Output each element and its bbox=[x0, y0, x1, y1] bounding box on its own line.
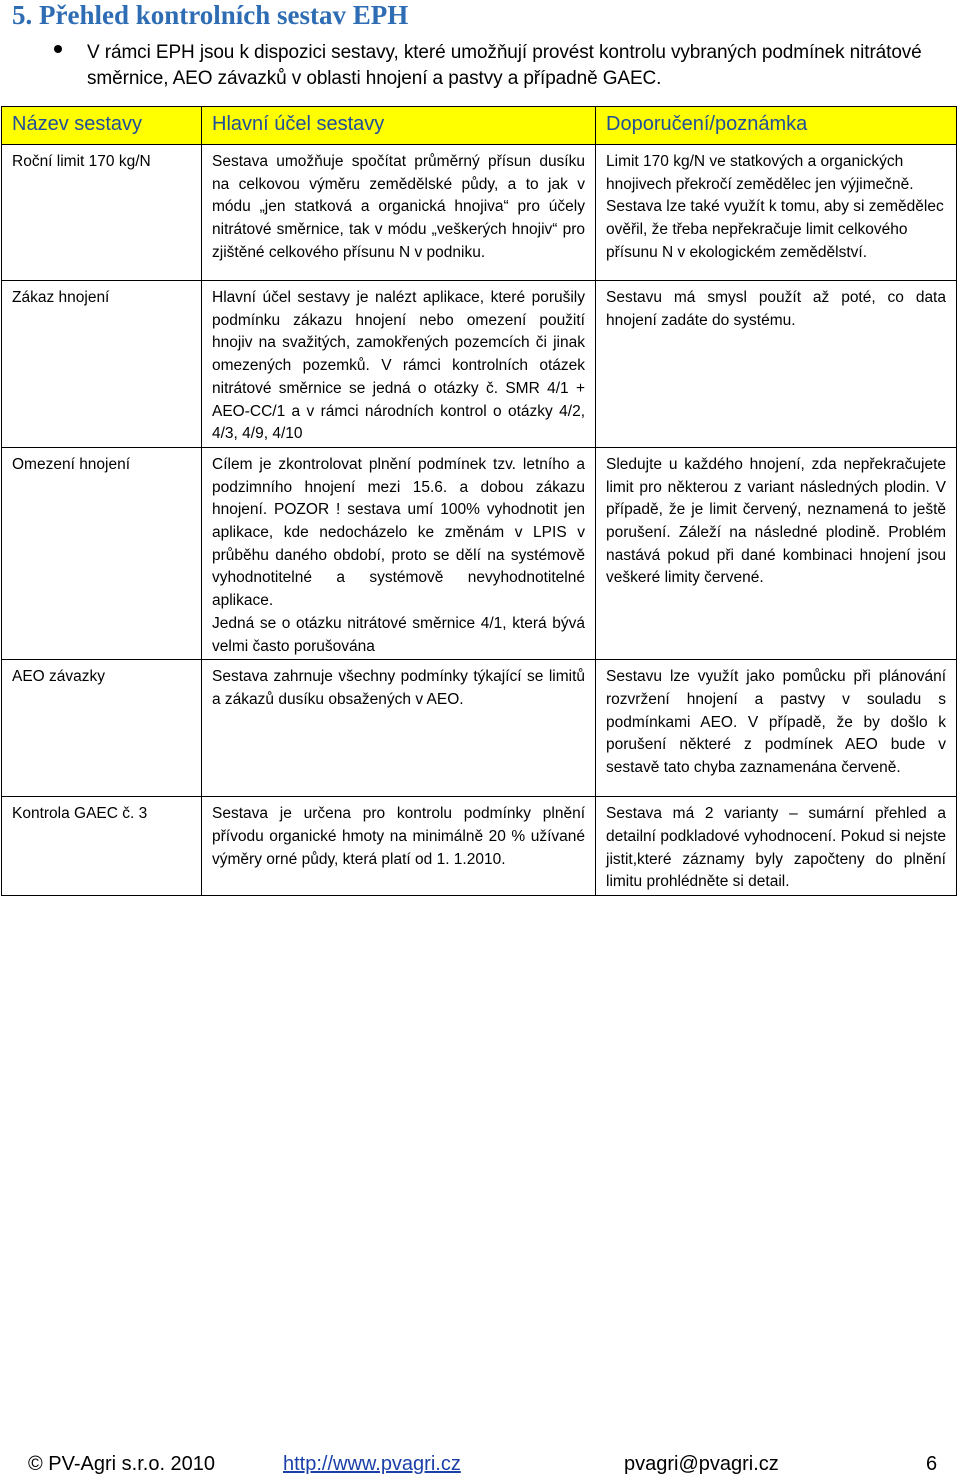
report-name: Roční limit 170 kg/N bbox=[2, 145, 202, 281]
report-purpose: Sestava je určena pro kontrolu podmínky plnění přívodu organické hmoty na minimálně 20 % užívané výměry orné půdy, která platí od 1. 1.2010. bbox=[202, 797, 596, 896]
footer-website-link[interactable]: http://www.pvagri.cz bbox=[283, 1453, 461, 1475]
report-note: Sestavu má smysl použít až poté, co data hnojení zadáte do systému. bbox=[596, 281, 957, 448]
header-recommendation: Doporučení/poznámka bbox=[596, 107, 957, 145]
report-purpose-extra: Jedná se o otázku nitrátové směrnice 4/1, která bývá velmi často porušována bbox=[212, 614, 585, 655]
reports-table bbox=[1, 106, 957, 896]
section-heading: 5. Přehled kontrolních sestav EPH bbox=[12, 0, 409, 30]
table-header-row bbox=[2, 107, 957, 145]
table-row bbox=[2, 281, 957, 448]
report-name: AEO závazky bbox=[2, 660, 202, 797]
header-main-purpose: Hlavní účel sestavy bbox=[202, 107, 596, 145]
report-name: Zákaz hnojení bbox=[2, 281, 202, 448]
intro-text: V rámci EPH jsou k dispozici sestavy, které umožňují provést kontrolu vybraných podmínek nitrátové směrnice, AEO závazků v oblasti hnojení a pastvy a případně GAEC. bbox=[87, 42, 922, 89]
report-purpose: Sestava umožňuje spočítat průměrný přísun dusíku na celkovou výměru zemědělské půdy, a to jak v módu „jen statková a organická hnojiva“ pro účely nitrátové směrnice, tak v módu „veškerých hnojiv“ pro zjištěné celkového přísunu N v podniku. bbox=[202, 145, 596, 281]
table-row bbox=[2, 447, 957, 659]
table-row bbox=[2, 797, 957, 896]
report-purpose: Hlavní účel sestavy je nalézt aplikace, které porušily podmínku zákazu hnojení nebo omezení použití hnojiv na svažitých, zamokřených pozemcích či jinak omezených pozemků. V rámci kontrolních otázek nitrátové směrnice se jedná o otázky č. SMR 4/1 + AEO-CC/1 a v rámci národních kontrol o otázky 4/2, 4/3, 4/9, 4/10 bbox=[202, 281, 596, 448]
table-row bbox=[2, 660, 957, 797]
header-report-name: Název sestavy bbox=[2, 107, 202, 145]
footer-copyright: © PV-Agri s.r.o. 2010 bbox=[28, 1453, 216, 1475]
bullet-dot-icon bbox=[54, 45, 62, 53]
report-name: Omezení hnojení bbox=[2, 447, 202, 659]
table-row bbox=[2, 145, 957, 281]
report-purpose-cell bbox=[202, 447, 596, 659]
report-name: Kontrola GAEC č. 3 bbox=[2, 797, 202, 896]
page-number: 6 bbox=[926, 1453, 938, 1475]
footer-email: pvagri@pvagri.cz bbox=[624, 1453, 779, 1475]
report-note: Limit 170 kg/N ve statkových a organických hnojivech překročí zemědělec jen výjimečně. Sestava lze také využít k tomu, aby si zemědělec ověřil, že třeba nepřekračuje limit celkového přísunu N v ekologickém zemědělství. bbox=[596, 145, 957, 281]
report-note: Sestava má 2 varianty – sumární přehled a detailní podkladové vyhodnocení. Pokud si nejste jistit,které záznamy byly započteny do plnění limitu prohlédněte si detail. bbox=[596, 797, 957, 896]
report-note: Sledujte u každého hnojení, zda nepřekračujete limit pro některou z variant následných plodin. V případě, že je limit červený, neznamená to ještě porušení. Záleží na následné plodině. Problém nastává pokud při dané kombinaci hnojení jsou veškeré limity červené. bbox=[596, 447, 957, 659]
report-purpose: Sestava zahrnuje všechny podmínky týkající se limitů a zákazů dusíku obsažených v AEO. bbox=[202, 660, 596, 797]
report-note: Sestavu lze využít jako pomůcku při plánování rozvržení hnojení a pastvy v souladu s podmínkami AEO. V případě, že by došlo k porušení některé z podmínek AEO bude v sestavě tato chyba zaznamenána červeně. bbox=[596, 660, 957, 797]
report-purpose: Cílem je zkontrolovat plnění podmínek tzv. letního a podzimního hnojení mezi 15.6. a dobou zákazu hnojení. POZOR ! sestava umí 100% vyhodnotit jen aplikace, kde nedocházelo ke změnám v LPIS v průběhu daného období, proto se dělí na systémově vyhodnotitelné a systémově nevyhodnotitelné aplikace. bbox=[212, 455, 585, 610]
page-footer bbox=[0, 1451, 960, 1477]
